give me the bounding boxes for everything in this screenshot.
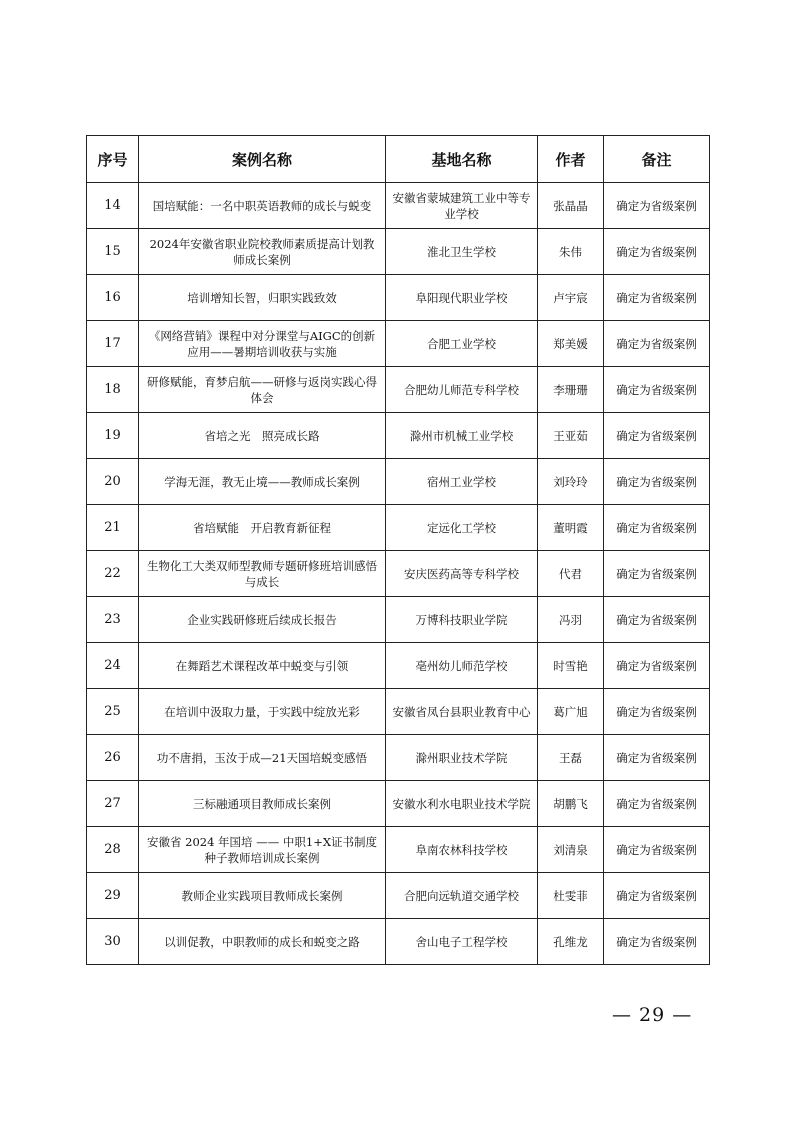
table-row (87, 781, 710, 827)
table-row (87, 459, 710, 505)
row-author: 代君 (538, 551, 604, 597)
row-base-name: 亳州幼儿师范学校 (386, 643, 538, 689)
table-row (87, 551, 710, 597)
row-serial-number: 15 (87, 229, 139, 275)
header-case-name: 案例名称 (139, 136, 386, 183)
row-remark: 确定为省级案例 (604, 551, 710, 597)
row-case-name: 以训促教，中职教师的成长和蜕变之路 (139, 919, 386, 965)
row-author: 朱伟 (538, 229, 604, 275)
row-author: 王亚茹 (538, 413, 604, 459)
row-base-name: 安庆医药高等专科学校 (386, 551, 538, 597)
row-base-name: 万博科技职业学院 (386, 597, 538, 643)
table-row (87, 919, 710, 965)
row-case-name: 在舞蹈艺术课程改革中蜕变与引领 (139, 643, 386, 689)
table-body (87, 183, 710, 965)
row-remark: 确定为省级案例 (604, 367, 710, 413)
row-case-name: 功不唐捐，玉汝于成—21天国培蜕变感悟 (139, 735, 386, 781)
table-row (87, 643, 710, 689)
row-serial-number: 18 (87, 367, 139, 413)
row-remark: 确定为省级案例 (604, 275, 710, 321)
row-remark: 确定为省级案例 (604, 781, 710, 827)
row-author: 董明霞 (538, 505, 604, 551)
row-case-name: 省培赋能 开启教育新征程 (139, 505, 386, 551)
table-row (87, 827, 710, 873)
row-serial-number: 28 (87, 827, 139, 873)
row-serial-number: 25 (87, 689, 139, 735)
row-base-name: 合肥幼儿师范专科学校 (386, 367, 538, 413)
row-author: 冯羽 (538, 597, 604, 643)
row-author: 郑美媛 (538, 321, 604, 367)
row-serial-number: 26 (87, 735, 139, 781)
row-base-name: 合肥向远轨道交通学校 (386, 873, 538, 919)
row-base-name: 淮北卫生学校 (386, 229, 538, 275)
table-row (87, 321, 710, 367)
row-case-name: 学海无涯，教无止境——教师成长案例 (139, 459, 386, 505)
row-case-name: 研修赋能，育梦启航——研修与返岗实践心得体会 (139, 367, 386, 413)
row-base-name: 阜阳现代职业学校 (386, 275, 538, 321)
row-remark: 确定为省级案例 (604, 183, 710, 229)
page-number: — 29 — (612, 1004, 693, 1026)
row-remark: 确定为省级案例 (604, 459, 710, 505)
row-serial-number: 27 (87, 781, 139, 827)
row-serial-number: 23 (87, 597, 139, 643)
row-case-name: 2024年安徽省职业院校教师素质提高计划教师成长案例 (139, 229, 386, 275)
row-base-name: 安徽水利水电职业技术学院 (386, 781, 538, 827)
row-remark: 确定为省级案例 (604, 827, 710, 873)
row-serial-number: 30 (87, 919, 139, 965)
table-row (87, 413, 710, 459)
row-author: 李珊珊 (538, 367, 604, 413)
table-row (87, 183, 710, 229)
table-row (87, 505, 710, 551)
row-serial-number: 17 (87, 321, 139, 367)
row-serial-number: 14 (87, 183, 139, 229)
row-author: 卢宇宸 (538, 275, 604, 321)
row-remark: 确定为省级案例 (604, 873, 710, 919)
row-case-name: 教师企业实践项目教师成长案例 (139, 873, 386, 919)
row-remark: 确定为省级案例 (604, 321, 710, 367)
row-base-name: 安徽省凤台县职业教育中心 (386, 689, 538, 735)
header-base-name: 基地名称 (386, 136, 538, 183)
table-header-row (87, 136, 710, 183)
row-author: 杜雯菲 (538, 873, 604, 919)
row-serial-number: 29 (87, 873, 139, 919)
row-author: 孔维龙 (538, 919, 604, 965)
row-case-name: 企业实践研修班后续成长报告 (139, 597, 386, 643)
row-remark: 确定为省级案例 (604, 919, 710, 965)
row-case-name: 安徽省 2024 年国培 —— 中职1+X证书制度种子教师培训成长案例 (139, 827, 386, 873)
row-author: 胡鹏飞 (538, 781, 604, 827)
table-row (87, 229, 710, 275)
row-serial-number: 22 (87, 551, 139, 597)
row-remark: 确定为省级案例 (604, 229, 710, 275)
row-serial-number: 20 (87, 459, 139, 505)
row-author: 王磊 (538, 735, 604, 781)
header-serial-number: 序号 (87, 136, 139, 183)
table-row (87, 873, 710, 919)
row-base-name: 阜南农林科技学校 (386, 827, 538, 873)
row-base-name: 滁州职业技术学院 (386, 735, 538, 781)
row-case-name: 在培训中汲取力量，于实践中绽放光彩 (139, 689, 386, 735)
row-author: 葛广旭 (538, 689, 604, 735)
row-base-name: 舍山电子工程学校 (386, 919, 538, 965)
header-author: 作者 (538, 136, 604, 183)
row-base-name: 合肥工业学校 (386, 321, 538, 367)
row-remark: 确定为省级案例 (604, 735, 710, 781)
row-remark: 确定为省级案例 (604, 505, 710, 551)
table-row (87, 367, 710, 413)
row-case-name: 培训增知长智，归职实践致效 (139, 275, 386, 321)
row-serial-number: 24 (87, 643, 139, 689)
row-author: 时雪艳 (538, 643, 604, 689)
table-row (87, 735, 710, 781)
table-row (87, 597, 710, 643)
row-remark: 确定为省级案例 (604, 597, 710, 643)
table-row (87, 689, 710, 735)
row-author: 刘玲玲 (538, 459, 604, 505)
row-serial-number: 19 (87, 413, 139, 459)
row-case-name: 《网络营销》课程中对分课堂与AIGC的创新应用——暑期培训收获与实施 (139, 321, 386, 367)
row-remark: 确定为省级案例 (604, 689, 710, 735)
row-case-name: 三标融通项目教师成长案例 (139, 781, 386, 827)
case-table (86, 135, 710, 965)
row-base-name: 定远化工学校 (386, 505, 538, 551)
row-case-name: 生物化工大类双师型教师专题研修班培训感悟与成长 (139, 551, 386, 597)
row-serial-number: 16 (87, 275, 139, 321)
row-case-name: 省培之光 照亮成长路 (139, 413, 386, 459)
row-author: 张晶晶 (538, 183, 604, 229)
row-author: 刘清泉 (538, 827, 604, 873)
header-remark: 备注 (604, 136, 710, 183)
row-base-name: 安徽省蒙城建筑工业中等专业学校 (386, 183, 538, 229)
row-serial-number: 21 (87, 505, 139, 551)
row-remark: 确定为省级案例 (604, 413, 710, 459)
row-case-name: 国培赋能：一名中职英语教师的成长与蜕变 (139, 183, 386, 229)
row-base-name: 滁州市机械工业学校 (386, 413, 538, 459)
table-row (87, 275, 710, 321)
row-base-name: 宿州工业学校 (386, 459, 538, 505)
row-remark: 确定为省级案例 (604, 643, 710, 689)
